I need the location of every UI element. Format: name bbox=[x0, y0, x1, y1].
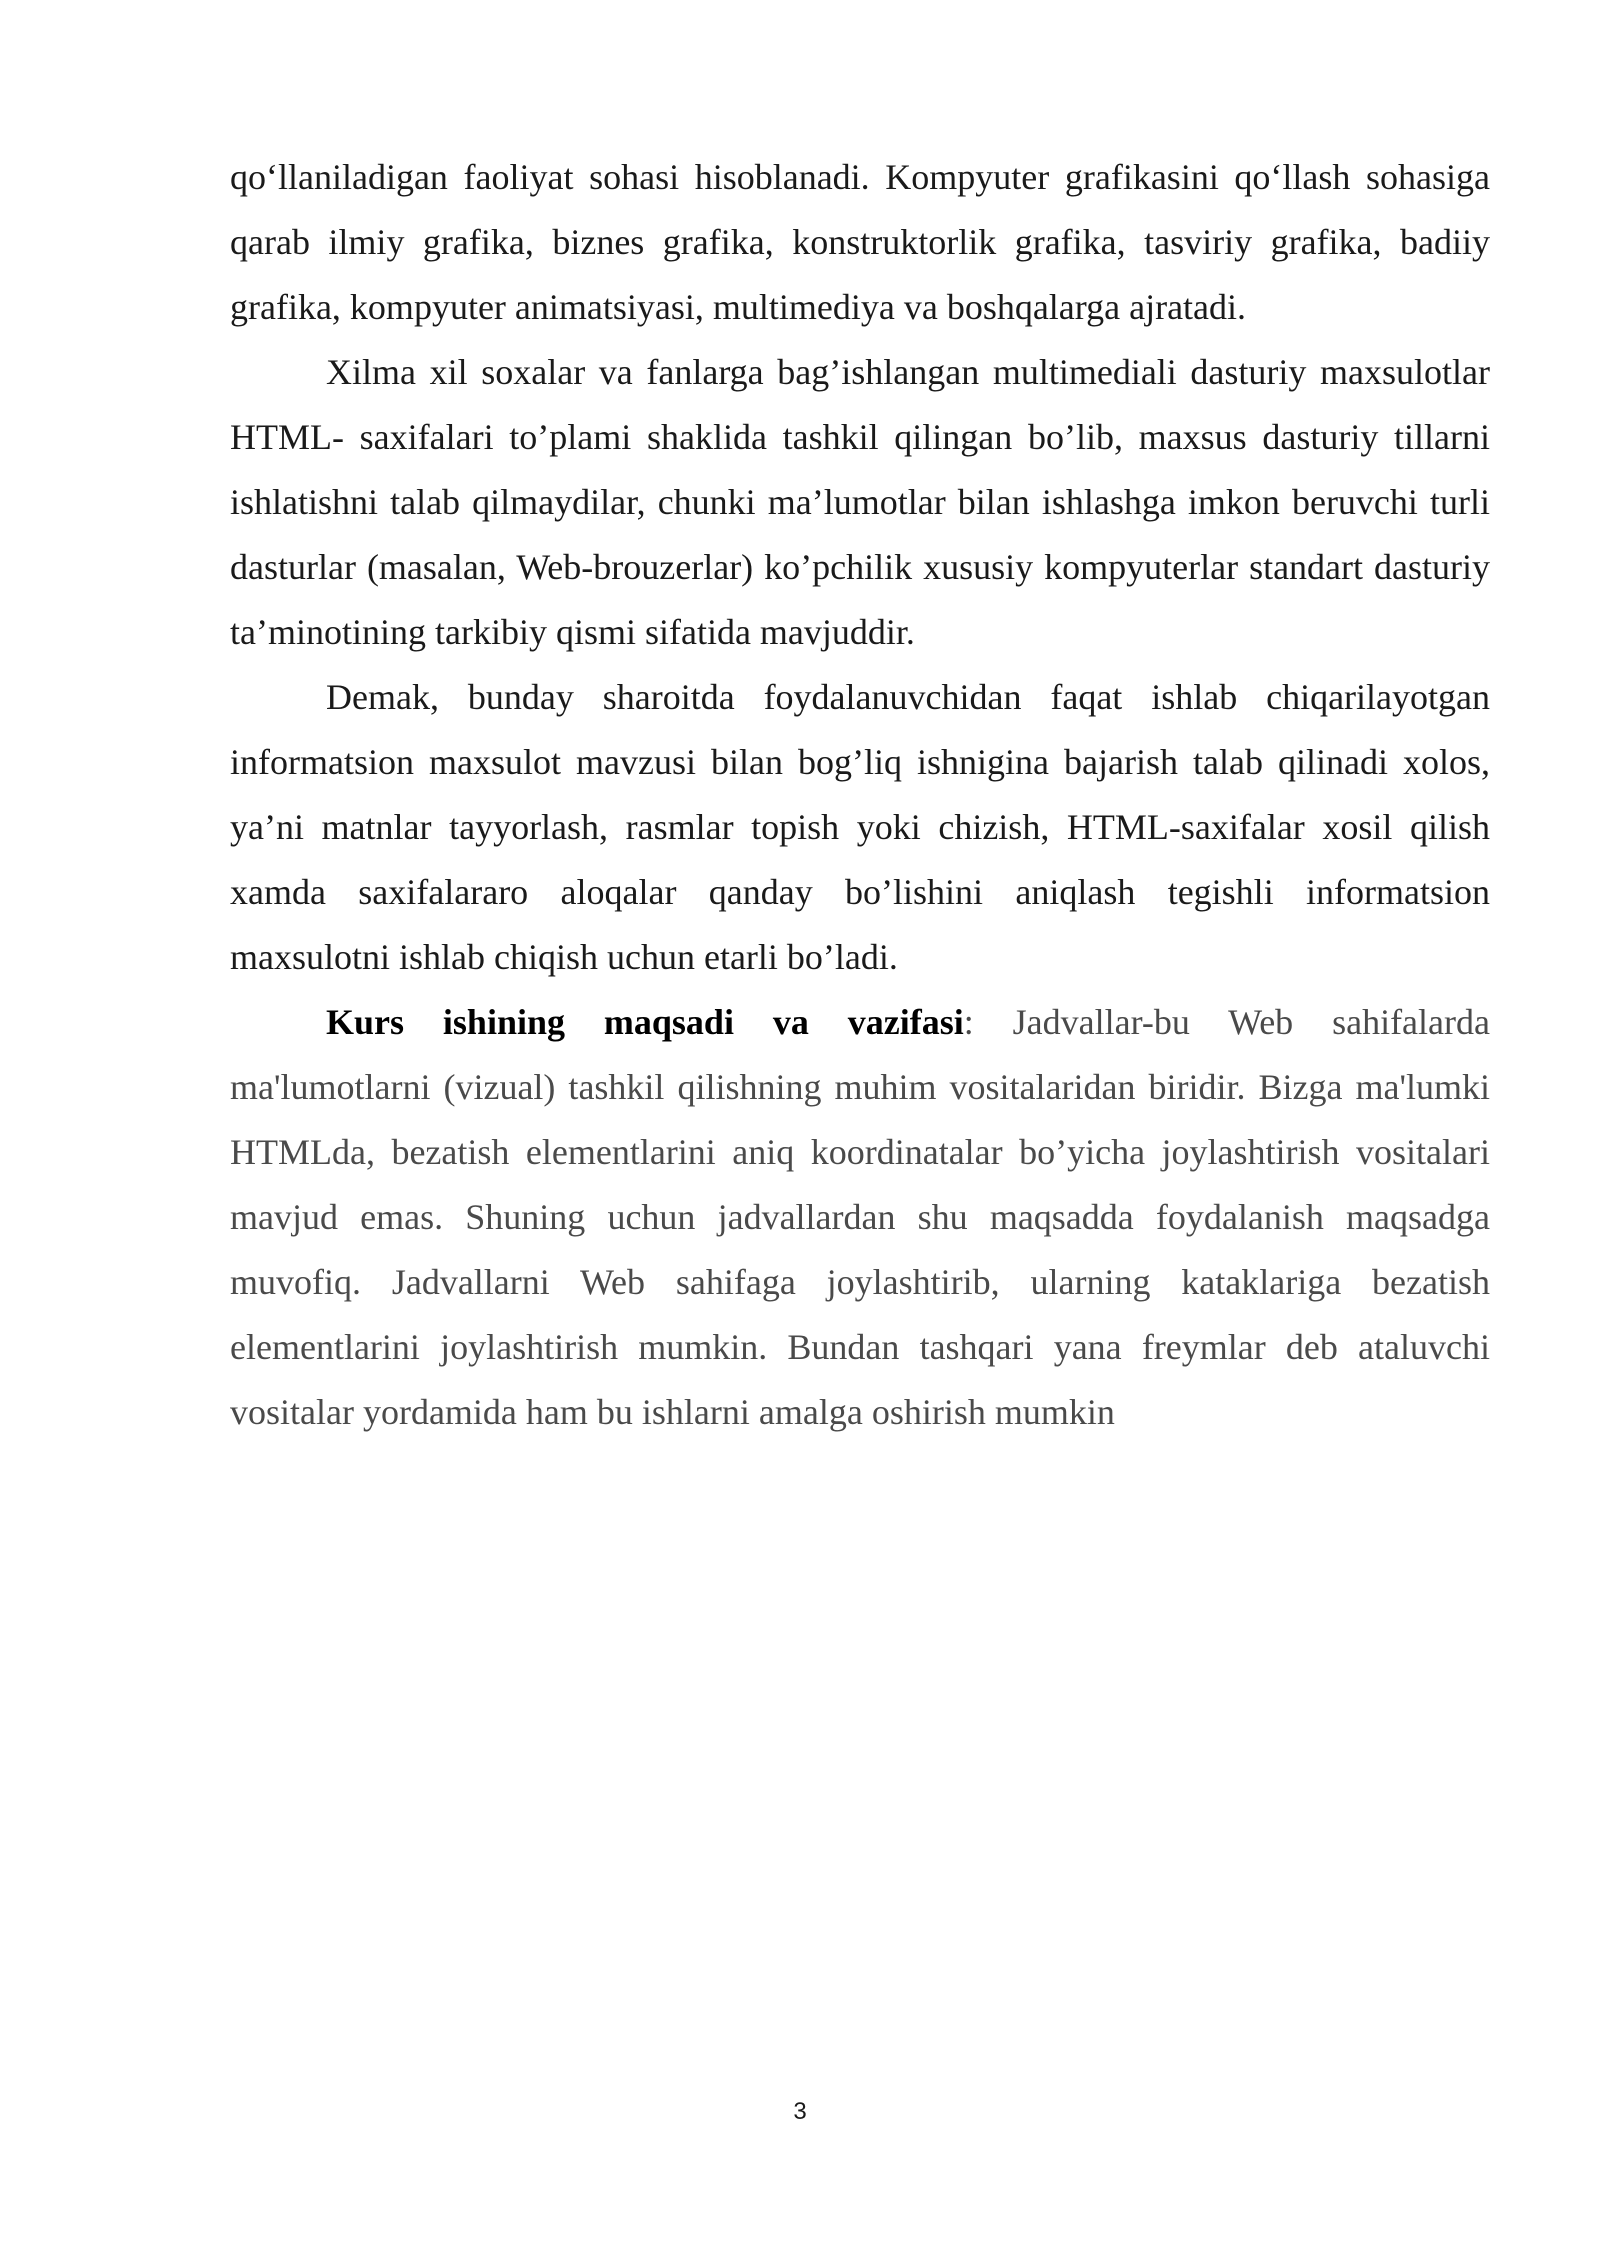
paragraph-text: Xilma xil soxalar va fanlarga bag’ishlangan multimediali dasturiy maxsulotlar HTML- saxifalari to’plami shaklida tashkil qilingan bo’lib, maxsus dasturiy tillarni ishlatishni talab qilmaydilar, chunki ma’lumotlar bilan ishlashga imkon beruvchi turli dasturlar (masalan, Web-brouzerlar) ko’pchilik xususiy kompyuterlar standart dasturiy ta’minotining tarkibiy qismi sifatida mavjuddir. bbox=[230, 352, 1490, 652]
paragraph-text: qo‘llaniladigan faoliyat sohasi hisoblanadi. Kompyuter grafikasini qo‘llash sohasiga qarab ilmiy grafika, biznes grafika, konstruktorlik grafika, tasviriy grafika, badiiy grafika, kompyuter animatsiyasi, multimediya va boshqalarga ajratadi. bbox=[230, 157, 1490, 327]
paragraph-text: : Jadvallar-bu Web sahifalarda ma'lumotlarni (vizual) tashkil qilishning muhim vositalaridan biridir. Bizga ma'lumki HTMLda, bezatish elementlarini aniq koordinatalar bo’yicha joylashtirish vositalari mavjud emas. Shuning uchun jadvallardan shu maqsadda foydalanish maqsadga muvofiq. Jadvallarni Web sahifaga joylashtirib, ularning kataklariga bezatish elementlarini joylashtirish mumkin. Bundan tashqari yana freymlar deb ataluvchi vositalar yordamida ham bu ishlarni amalga oshirish mumkin bbox=[230, 1002, 1490, 1432]
page-number: 3 bbox=[793, 2098, 807, 2125]
paragraph-multimedia bbox=[230, 340, 1490, 665]
paragraph-course-goal bbox=[230, 990, 1490, 1445]
document-body bbox=[230, 145, 1490, 1445]
course-goal-heading: Kurs ishining maqsadi va vazifasi bbox=[326, 1002, 964, 1042]
paragraph-conclusion bbox=[230, 665, 1490, 990]
paragraph-text: Demak, bunday sharoitda foydalanuvchidan faqat ishlab chiqarilayotgan informatsion maxsulot mavzusi bilan bog’liq ishnigina bajarish talab qilinadi xolos, ya’ni matnlar tayyorlash, rasmlar topish yoki chizish, HTML-saxifalar xosil qilish xamda saxifalararo aloqalar qanday bo’lishini aniqlash tegishli informatsion maxsulotni ishlab chiqish uchun etarli bo’ladi. bbox=[230, 677, 1490, 977]
paragraph-continuation bbox=[230, 145, 1490, 340]
